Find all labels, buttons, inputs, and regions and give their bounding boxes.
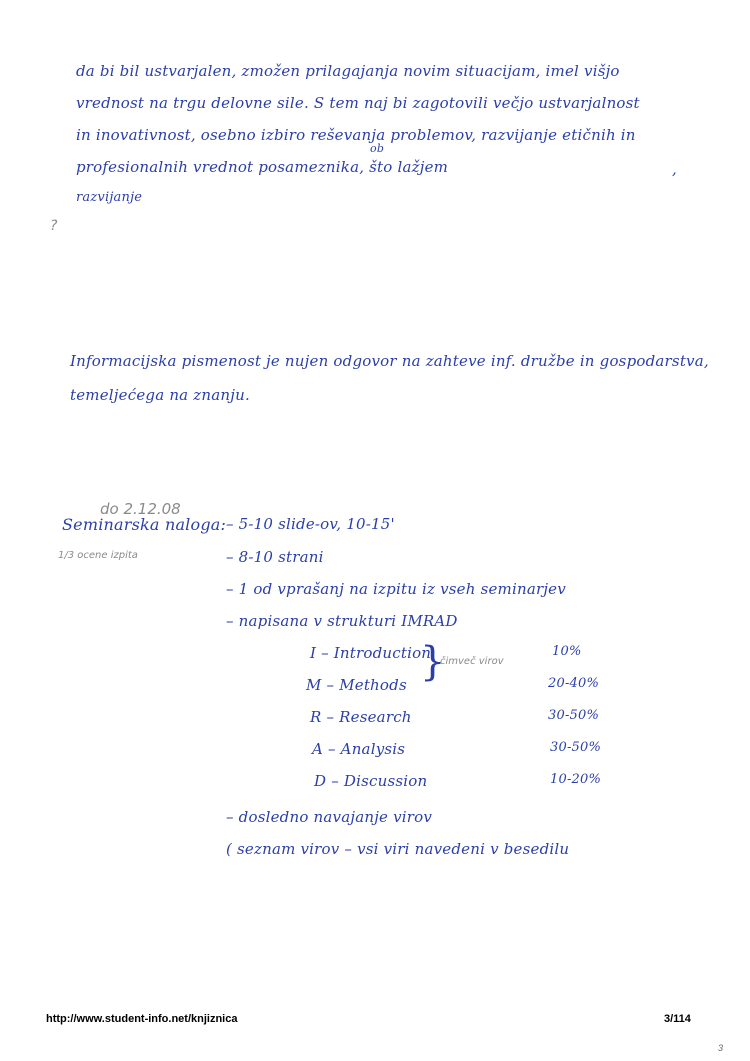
imrad-methods-share: 20-40%: [548, 676, 600, 691]
insert-mark: ob: [370, 142, 385, 155]
text-line-7: temeljećega na znanju.: [70, 386, 250, 404]
imrad-brace: }: [420, 639, 446, 685]
text-line-3: in inovativnost, osebno izbiro reševanja problemov, razvijanje etičnih in: [76, 126, 636, 144]
imrad-methods: M – Methods: [306, 676, 407, 694]
deadline-pencil-note: do 2.12.08: [100, 500, 181, 518]
stray-comma: ,: [672, 160, 677, 178]
seminar-heading: Seminarska naloga:: [62, 515, 227, 534]
imrad-introduction: I – Introduction: [310, 644, 432, 662]
bullet-slides: – 5-10 slide-ov, 10-15': [226, 515, 395, 533]
footer-page-count: 3/114: [664, 1013, 691, 1025]
bullet-exam-question: – 1 od vprašanj na izpitu iz vseh seminarjev: [226, 580, 566, 598]
brace-pencil-note: čimveč virov: [440, 656, 504, 667]
imrad-discussion-share: 10-20%: [550, 772, 602, 787]
text-line-2: vrednost na trgu delovne sile. S tem naj bi zagotovili večjo ustvarjalnost: [76, 94, 640, 112]
imrad-analysis-share: 30-50%: [550, 740, 602, 755]
text-sources-list: ( seznam virov – vsi viri navedeni v besedilu: [226, 840, 570, 858]
imrad-research: R – Research: [310, 708, 412, 726]
text-line-4: profesionalnih vrednot posameznika, što lažjem: [76, 158, 449, 176]
text-line-5: razvijanje: [76, 190, 143, 205]
text-line-6: Informacijska pismenost je nujen odgovor na zahteve inf. družbe in gospodarstva,: [70, 352, 709, 370]
text-line-1: da bi bil ustvarjalen, zmožen prilagajanja novim situacijam, imel višjo: [76, 62, 620, 80]
pencil-question-mark: ?: [50, 218, 58, 234]
imrad-discussion: D – Discussion: [314, 772, 428, 790]
imrad-analysis: A – Analysis: [312, 740, 406, 758]
imrad-research-share: 30-50%: [548, 708, 600, 723]
bullet-imrad: – napisana v strukturi IMRAD: [226, 612, 458, 630]
imrad-introduction-share: 10%: [552, 644, 582, 659]
corner-page-number: 3: [718, 1043, 724, 1053]
footer-url: http://www.student-info.net/knjiznica: [46, 1013, 238, 1025]
bullet-citing-sources: – dosledno navajanje virov: [226, 808, 433, 826]
grade-share-pencil-note: 1/3 ocene izpita: [58, 550, 138, 561]
bullet-pages: – 8-10 strani: [226, 548, 324, 566]
